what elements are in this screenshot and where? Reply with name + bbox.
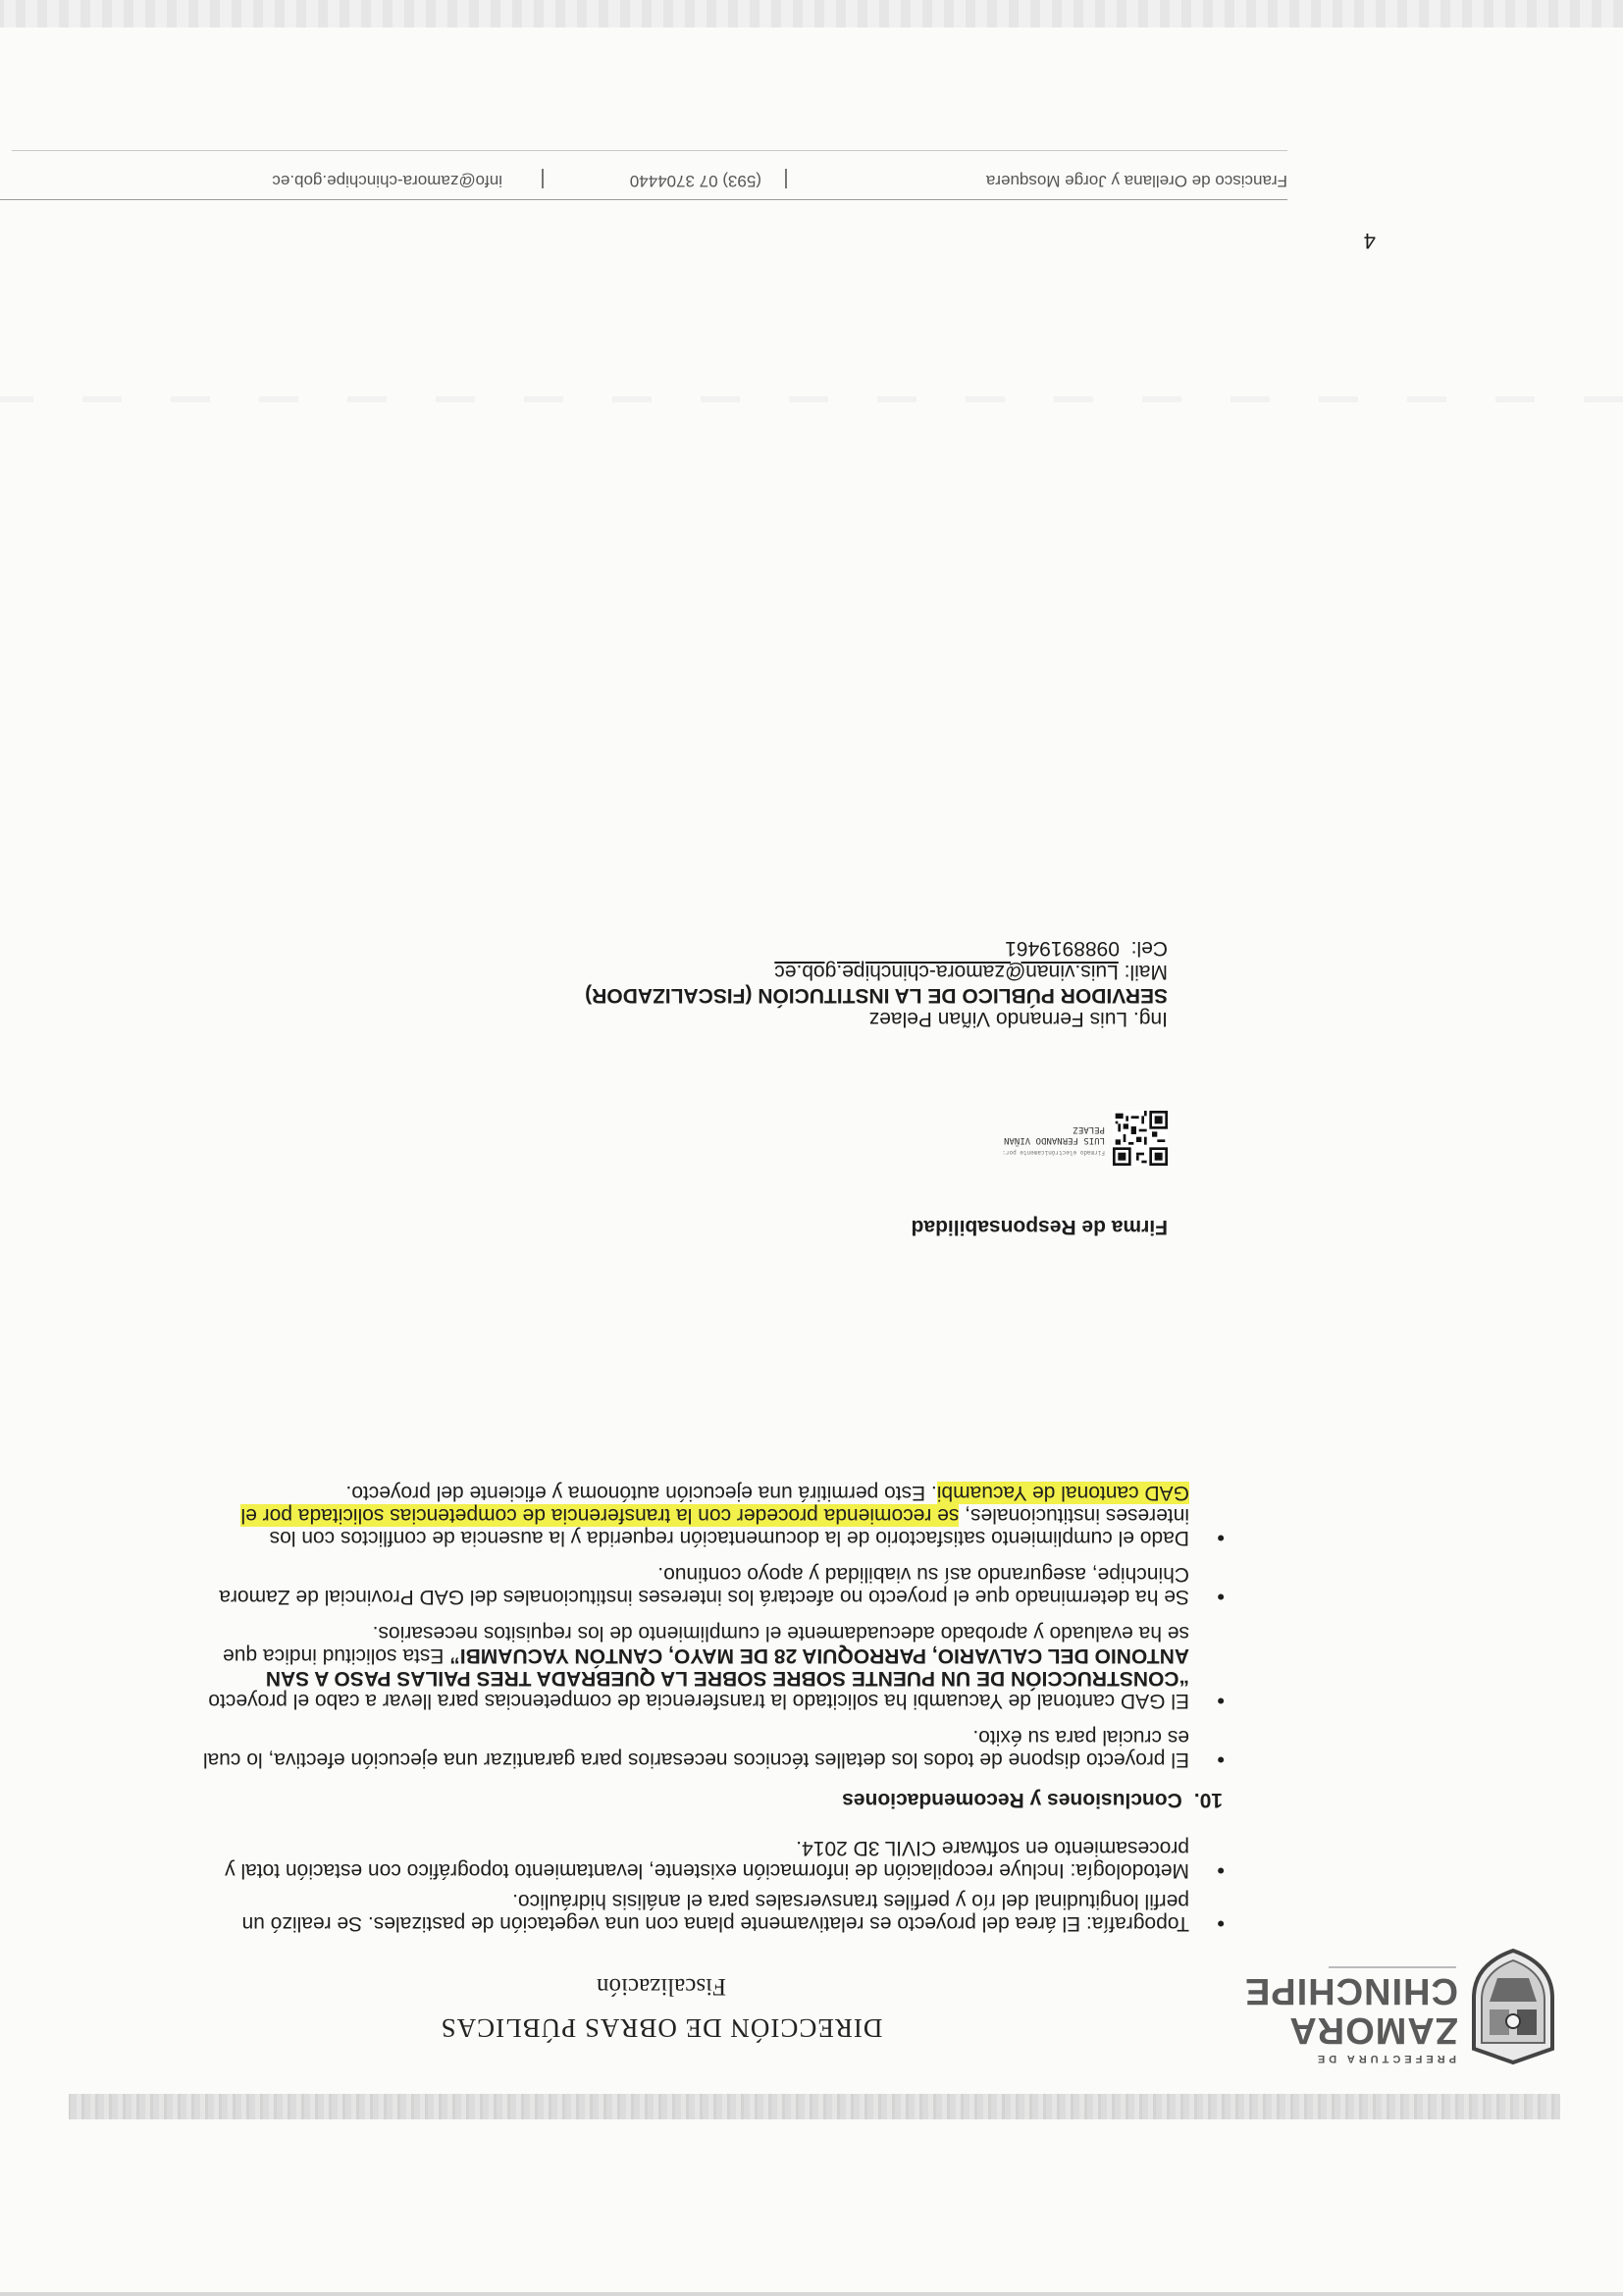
- signer-name-line-1: LUIS FERNANDO VIÑAN: [1004, 1135, 1105, 1145]
- footer-address: Francisco de Orellana y Jorge Mosquera: [985, 172, 1287, 190]
- logo-name-chinchipe: CHINCHIPE: [1243, 1970, 1458, 2011]
- highlighted-recommendation: se recomienda proceder con la transferencia de competencias solicitada por el GAD cantonal de Yacuambi: [240, 1482, 1189, 1527]
- mail-link[interactable]: Luis.vinan@zamora-chinchipe.gob.ec: [774, 961, 1119, 983]
- signature-heading: Firma de Responsabilidad: [911, 1216, 1168, 1238]
- footer-separator: [785, 169, 787, 188]
- logo-prefix: PREFECTURA DE: [1313, 2053, 1456, 2064]
- section-9-list: [200, 1837, 1230, 1935]
- signature-caption: Firmado electrónicamente por:: [1002, 1149, 1105, 1156]
- page-footer: [12, 161, 1287, 190]
- list-item: • Metodología: Incluye recopilación de información existente, levantamiento topográfico con estación total y procesamiento en software CIVIL 3D 2014.: [200, 1837, 1230, 1882]
- list-item: • Topografía: El área del proyecto es relativamente plana con una vegetación de pastizales. Se realizó un perfil longitudinal del río y perfiles transversales para el análisis hidráulico.: [200, 1890, 1230, 1935]
- section-heading: [200, 1789, 1223, 1811]
- signer-name: Ing. Luis Fernando Viñan Pelaez: [868, 1008, 1168, 1030]
- text-run: Esta solicitud indica que se ha evaluado y aprobado adecuadamente el cumplimiento de los requisitos necesarios.: [223, 1622, 1189, 1667]
- document-body: [200, 1468, 1230, 1935]
- signer-name-line-2: PELAEZ: [1073, 1124, 1105, 1134]
- list-item: [200, 1482, 1230, 1549]
- text-run: Dado el cumplimiento satisfactorio de la documentación requerida y la ausencia de conflictos con los intereses institucionales,: [269, 1504, 1189, 1549]
- logo-rule: [1329, 1966, 1456, 1968]
- footer-divider: [0, 199, 1287, 200]
- list-item: • El proyecto dispone de todos los detalles técnicos necesarios para garantizar una ejecución efectiva, lo cual es crucial para su éxito.: [200, 1726, 1230, 1771]
- section-title: Conclusiones y Recomendaciones: [842, 1789, 1182, 1811]
- signer-cel: [585, 936, 1168, 960]
- signer-role: SERVIDOR PÚBLICO DE LA INSTITUCIÓN (FISCALIZADOR): [585, 984, 1168, 1007]
- list-item: • Se ha determinado que el proyecto no afectará los intereses institucionales del GAD Provincial de Zamora Chinchipe, asegurando así su viabilidad y apoyo continuo.: [200, 1563, 1230, 1608]
- document-subtitle: Fiscalización: [597, 1973, 726, 2000]
- list-item: [200, 1622, 1230, 1712]
- mail-label: Mail:: [1124, 961, 1168, 983]
- footer-underline: [12, 150, 1287, 151]
- coat-of-arms-icon: [1464, 1949, 1562, 2066]
- conclusions-list: [200, 1482, 1230, 1771]
- scan-shadow-band: [69, 2094, 1560, 2119]
- scan-edge-bottom: [0, 0, 1623, 27]
- digital-signature-label: [1002, 1123, 1105, 1158]
- signer-mail: [585, 960, 1168, 983]
- page-number: 4: [1363, 229, 1376, 253]
- cel-value: 0988919461: [1005, 937, 1120, 960]
- project-name: “CONSTRUCCIÓN DE UN PUENTE SOBRE SOBRE LA QUEBRADA TRES PAILAS PASO A SAN ANTONIO DEL CALVARIO, PARROQUIA 28 DE MAYO, CANTÓN YACUAMBI”: [265, 1644, 1189, 1690]
- text-run: El GAD cantonal de Yacuambi ha solicitado la transferencia de competencias para llevar a cabo el proyecto: [208, 1690, 1189, 1712]
- scan-edge-top: [0, 2292, 1623, 2296]
- document-title: DIRECCIÓN DE OBRAS PÚBLICAS: [440, 2013, 883, 2043]
- logo-name-zamora: ZAMORA: [1288, 2009, 1458, 2051]
- footer-separator: [542, 169, 544, 188]
- scan-artifact: [0, 396, 1623, 402]
- signature-qr-code-icon: [1113, 1111, 1168, 1166]
- signer-details: [585, 936, 1168, 1030]
- prefecture-logo: [1150, 1943, 1562, 2070]
- footer-phone: (593) 07 3704440: [629, 172, 761, 190]
- section-number: 10.: [1193, 1789, 1223, 1811]
- footer-email[interactable]: info@zamora-chinchipe.gob.ec: [272, 172, 502, 190]
- cel-label: Cel:: [1130, 937, 1168, 960]
- text-run: . Esto permitirá una ejecución autónoma y eficiente del proyecto.: [345, 1482, 937, 1504]
